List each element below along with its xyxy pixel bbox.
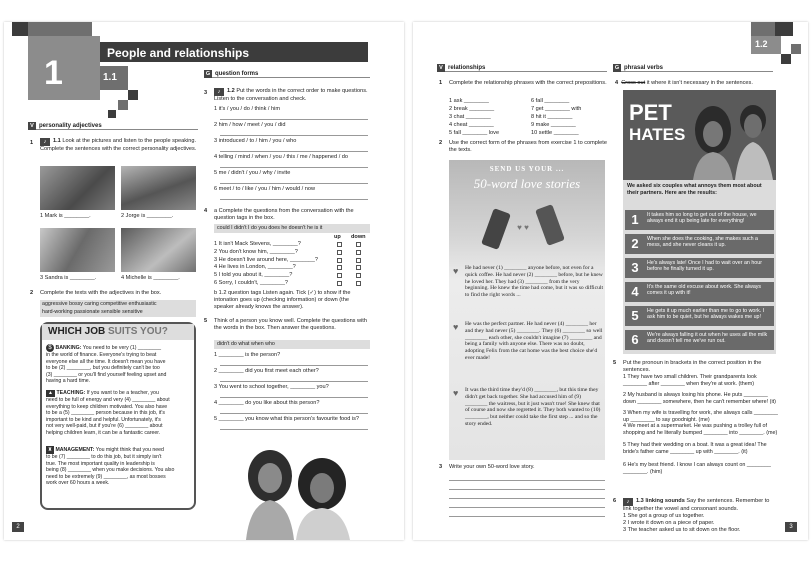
- pronoun-sentence: 3 When my wife is travelling for work, she always calls ________ up ________ to say goodnight. (me): [623, 410, 778, 423]
- unit-number: 1.1: [103, 72, 117, 83]
- caption: 3 Sandra is ________.: [40, 275, 97, 281]
- down-checkbox[interactable]: [356, 242, 361, 247]
- vocab-label: V: [437, 64, 445, 72]
- teaching-icon: ▲: [46, 390, 55, 397]
- phrase-item: 6 fall ________: [531, 98, 570, 104]
- down-checkbox[interactable]: [356, 250, 361, 255]
- exercise-number: 1: [439, 80, 443, 86]
- adjective-list: aggressive bossy caring competitive enthusiastic: [42, 301, 157, 307]
- pet-hate-number: 5: [631, 308, 639, 323]
- exercise-1-instruction: ♪ 1.1 Look at the pictures and listen to the people speaking. Complete the sentences with the correct personality adjectives.: [40, 138, 197, 152]
- phrase-item: 4 cheat ________: [449, 122, 494, 128]
- exercise-2-instruction: Complete the texts with the adjectives in the box.: [40, 290, 162, 296]
- which-job-title: WHICH JOB SUITS YOU?: [48, 326, 168, 337]
- question-item: 1 it's / you / do / think / him: [214, 106, 281, 112]
- pet-hate-row: [625, 282, 774, 302]
- down-checkbox[interactable]: [356, 265, 361, 270]
- pet-hate-row: [625, 306, 774, 326]
- deco-square: [781, 54, 791, 64]
- svg-text:♥ ♥: ♥ ♥: [517, 223, 529, 232]
- up-checkbox[interactable]: [337, 265, 342, 270]
- exercise-number: 2: [439, 140, 443, 146]
- down-checkbox[interactable]: [356, 273, 361, 278]
- exercise-number: 1: [30, 140, 34, 146]
- section-title: question forms: [215, 71, 259, 77]
- exercise-number: 5: [204, 318, 208, 324]
- header-block: [775, 22, 793, 36]
- up-checkbox[interactable]: [337, 281, 342, 286]
- down-checkbox[interactable]: [356, 258, 361, 263]
- phrase-item: 8 hit it ________: [531, 114, 573, 120]
- caption: 4 Michelle is ________.: [121, 275, 180, 281]
- answer-line[interactable]: [220, 183, 368, 184]
- phrase-item: 7 get ________ with: [531, 106, 582, 112]
- up-label: up: [334, 234, 341, 240]
- up-checkbox[interactable]: [337, 258, 342, 263]
- photo-mark: [40, 166, 115, 210]
- audio-icon[interactable]: ♪: [623, 498, 633, 506]
- question-item: 6 meet / to / like / you / him / would / now: [214, 186, 316, 192]
- page-number: 2: [12, 522, 24, 532]
- section-header-vocab: [28, 122, 198, 130]
- linking-item: 1 She got a group of us together.: [623, 513, 705, 519]
- pet-hate-number: 1: [631, 212, 639, 227]
- exercise-number: 2: [30, 290, 34, 296]
- caption: 2 Jorge is ________.: [121, 213, 174, 219]
- pet-hates-title: HATES: [629, 125, 686, 144]
- section-header-vocab: [437, 64, 607, 72]
- photo-two-women: [232, 438, 362, 540]
- pronoun-sentence: 1 They have two small children. Their grandparents look ________ after ________ when they're at work. (them): [623, 374, 757, 387]
- exercise-number: 3: [204, 90, 208, 96]
- pronoun-sentence: 4 We meet at a supermarket. He was pushing a trolley full of shopping and he literally bumped ________ into ________. (me): [623, 423, 778, 436]
- chapter-number: 1: [44, 54, 63, 92]
- phones-illustration: [473, 200, 573, 260]
- linking-item: 3 The teacher asked us to sit down on the floor.: [623, 527, 741, 533]
- question-item: 5 ________ you know what this person's favourite food is?: [214, 416, 360, 422]
- answer-line[interactable]: [220, 199, 368, 200]
- exercise-1-instruction: Complete the relationship phrases with the correct prepositions.: [449, 80, 607, 86]
- grammar-label: G: [205, 71, 211, 77]
- question-item: 1 ________ is the person?: [214, 352, 281, 358]
- phrase-item: 3 chat ________: [449, 114, 491, 120]
- pet-hate-row: [625, 234, 774, 254]
- exercise-number: 5: [613, 360, 617, 366]
- photo-jorge: [121, 166, 196, 210]
- exercise-2-instruction: Use the correct form of the phrases from exercise 1 to complete the texts.: [449, 140, 607, 153]
- love-story-3: It was the third time they'd (8) ________, but this time they didn't get back together. She had accused him of (9) ________ the waitress, but it just wasn't true! She knew that of course and now she regretted it. They both wanted to (10) ________, but neither could take the first step ... and so the story ended.: [465, 387, 601, 427]
- photo-michelle: [121, 228, 196, 272]
- exercise-number: 6: [613, 498, 617, 504]
- section-title: phrasal verbs: [624, 65, 664, 71]
- teaching-paragraph: ▲ TEACHING: If you want to be a teacher, you need to be full of energy and very (4) ________ about everything to keep children motivated. You also have to be a (5) ________ person because in this job, it's important to be kind and helpful. Unfortunately, it's not very well-paid, but if you're (6) ________ about helping children learn, it can be a fantastic career.: [46, 390, 170, 436]
- heart-icon: ♥: [453, 266, 459, 276]
- photo-sandra: [40, 228, 115, 272]
- right-page: [413, 22, 808, 540]
- love-story-2: He was the perfect partner. He had never (4) ________ her and they had never (5) ________. They (6) ________ so well ________ each other, she couldn't imagine (7) ________ and being a family with anyone else. There was no doubt, adopting Felix from the cat home was the best choice she'd ever made!: [465, 321, 603, 361]
- deco-square: [108, 110, 116, 118]
- audio-icon[interactable]: ♪: [214, 88, 224, 96]
- unit-title: People and relationships: [107, 46, 250, 60]
- pronoun-sentence: 5 They had their wedding on a boat. It was a great idea! The bride's father came ________ up with ________. (it): [623, 442, 767, 455]
- answer-line[interactable]: [220, 429, 368, 430]
- exercise-4b-instruction: b 1.2 question tags Listen again. Tick (✓) to show if the intonation goes up (checking information) or down (the speaker already knows the answer).: [214, 290, 351, 310]
- exercise-5-instruction: Think of a person you know well. Complete the questions with the words in the box. Then answer the questions.: [214, 318, 367, 331]
- header-block: [12, 22, 28, 36]
- exercise-3-instruction: Write your own 50-word love story.: [449, 464, 535, 470]
- question-item: 5 me / didn't / you / why / invite: [214, 170, 291, 176]
- question-item: 3 introduced / to / him / you / who: [214, 138, 297, 144]
- grammar-label: G: [614, 65, 620, 71]
- management-paragraph: ♜ MANAGEMENT: You might think that you need to be (7) ________ to do this job, but it simply isn't true. The most important quality in leadership is being (8) ________ when you make decisions. You also need to be extremely (9) ________, as most bosses work over 60 hours a week.: [46, 447, 175, 487]
- pet-hates-panel: [623, 180, 776, 354]
- pet-hate-number: 3: [631, 260, 639, 275]
- answer-line[interactable]: [449, 507, 605, 508]
- caption: 1 Mark is ________.: [40, 213, 91, 219]
- answer-line[interactable]: [220, 119, 368, 120]
- deco-square: [118, 100, 128, 110]
- section-title: relationships: [448, 65, 486, 71]
- question-item: 2 ________ did you first meet each other?: [214, 368, 319, 374]
- exercise-4a-instruction: a Complete the questions from the conversation with the question tags in the box.: [214, 208, 354, 221]
- linking-item: 2 I wrote it down on a piece of paper.: [623, 520, 715, 526]
- tag-question-item: 5 I told you about it, ________?: [214, 272, 293, 279]
- pet-hate-text: When she does the cooking, she makes such a mess, and she never cleans it up.: [647, 236, 759, 249]
- answer-line[interactable]: [220, 135, 368, 136]
- left-page: [4, 22, 404, 540]
- pet-hate-text: It takes him so long to get out of the house, we always end it up being late for everything!: [647, 212, 757, 225]
- pet-hate-row: [625, 210, 774, 230]
- words-box: didn't do what when who: [214, 340, 370, 349]
- answer-line[interactable]: [449, 480, 605, 481]
- deco-square: [128, 90, 138, 100]
- up-checkbox[interactable]: [337, 250, 342, 255]
- management-icon: ♜: [47, 447, 53, 453]
- phrase-item: 5 fall ________ love: [449, 130, 500, 136]
- pet-hate-row: [625, 258, 774, 278]
- tag-question-item: 6 Sorry, I couldn't, ________?: [214, 280, 289, 286]
- adjective-list: hard-working passionate sensible sensitive: [42, 309, 143, 315]
- tag-question-item: 2 You don't know him, ________?: [214, 248, 298, 255]
- tag-question-item: 1 It isn't Mack Stevens, ________?: [214, 241, 301, 247]
- love-story-1: He had never (1) ________ anyone before, not even for a quick coffee. He had never (2) ________ before, but he knew he loved her. They had (3) ________ from the very beginning. He knew the time had come, but it was so difficult to find the right words ...: [465, 265, 604, 299]
- down-checkbox[interactable]: [356, 281, 361, 286]
- phrase-item: 2 break ________: [449, 106, 495, 112]
- heart-icon: ♥: [453, 388, 459, 398]
- pronoun-sentence: 6 He's my best friend. I know I can always count on ________ ________. (him): [623, 462, 771, 475]
- pet-hate-number: 6: [631, 332, 639, 347]
- love-heading: SEND US YOUR ...: [489, 165, 565, 173]
- survey-intro: We asked six couples what annoys them most about their partners. Here are the results:: [627, 183, 762, 196]
- question-item: 4 ________ do you like about this person?: [214, 400, 320, 406]
- bank-icon: $: [46, 344, 54, 352]
- pet-hate-text: We're always falling it out when he uses all the milk and doesn't tell me we've run out.: [647, 332, 768, 345]
- vocab-label: V: [28, 122, 36, 130]
- answer-line[interactable]: [449, 498, 605, 499]
- answer-line[interactable]: [220, 381, 368, 382]
- down-label: down: [351, 234, 366, 240]
- question-item: 4 telling / mind / when / you / this / me / happened / do: [214, 154, 349, 160]
- exercise-6-instruction: ♪ 1.3 linking sounds Say the sentences. Remember to link together the vowel and consonant sounds.: [623, 498, 770, 512]
- section-header-grammar: [613, 64, 773, 72]
- exercise-number: 4: [204, 208, 208, 214]
- answer-line[interactable]: [220, 167, 368, 168]
- answer-line[interactable]: [449, 516, 605, 517]
- page-number: 3: [785, 522, 797, 532]
- audio-icon[interactable]: ♪: [40, 138, 50, 146]
- up-checkbox[interactable]: [337, 273, 342, 278]
- women-illustration: [232, 438, 362, 540]
- pronoun-sentence: 2 My husband is always losing his phone. He puts ________ down ________ somewhere, then he can't remember where! (it): [623, 392, 776, 405]
- tag-question-item: 3 He doesn't live around here, ________?: [214, 256, 319, 263]
- chapter-block: [28, 36, 100, 100]
- exercise-5-instruction: Put the pronoun in brackets in the correct position in the sentences.: [623, 360, 762, 373]
- up-checkbox[interactable]: [337, 242, 342, 247]
- pet-hate-text: He gets it up much earlier than me to go to work. I ask him to be quiet, but he always wakes me up!: [647, 308, 765, 321]
- banking-paragraph: $ BANKING: You need to be very (1) ________ in the world of finance. Everyone's trying to beat everyone else all the time. It doesn't mean you have to be (2) ________, but you definitely can't be too (3) ________ or you'll find yourself feeling upset and having a hard time.: [46, 345, 167, 385]
- exercise-4-instruction: 4 Cross out it where it isn't necessary in the sentences.: [615, 80, 753, 86]
- pet-hates-title: PET: [629, 100, 672, 125]
- heart-icon: ♥: [453, 322, 459, 332]
- love-title: 50-word love stories: [473, 176, 581, 191]
- pet-hate-number: 4: [631, 284, 639, 299]
- exercise-3-instruction: ♪ 1.2 Put the words in the correct order to make questions. Listen to the conversation and check.: [214, 88, 368, 102]
- header-block: [751, 22, 775, 36]
- phrase-item: 10 settle ________: [531, 130, 579, 136]
- section-code: 1.2: [755, 39, 768, 49]
- phrase-item: 1 ask ________: [449, 98, 489, 104]
- deco-square: [791, 44, 801, 54]
- answer-line[interactable]: [220, 413, 368, 414]
- section-header-grammar: [204, 70, 370, 78]
- tag-question-item: 4 He lives in London, ________?: [214, 264, 296, 271]
- pet-hate-text: He's always late! Once I had to wait over an hour before he finally turned it up.: [647, 260, 762, 273]
- question-tags-box: could I didn't I do you does he doesn't he is it: [214, 224, 370, 233]
- pet-hate-number: 2: [631, 236, 639, 251]
- answer-line[interactable]: [220, 397, 368, 398]
- pet-hate-row: [625, 330, 774, 350]
- section-title: personality adjectives: [39, 123, 102, 129]
- question-item: 2 him / how / meet / you / did: [214, 122, 286, 128]
- answer-line[interactable]: [449, 489, 605, 490]
- question-item: 3 You went to school together, ________ you?: [214, 384, 329, 390]
- header-block: [28, 22, 92, 36]
- exercise-number: 3: [439, 464, 443, 470]
- answer-line[interactable]: [220, 151, 368, 152]
- answer-line[interactable]: [220, 365, 368, 366]
- phrase-item: 9 make ________: [531, 122, 576, 128]
- pet-hate-text: It's the same old excuse about work. She always comes it up with it!: [647, 284, 762, 297]
